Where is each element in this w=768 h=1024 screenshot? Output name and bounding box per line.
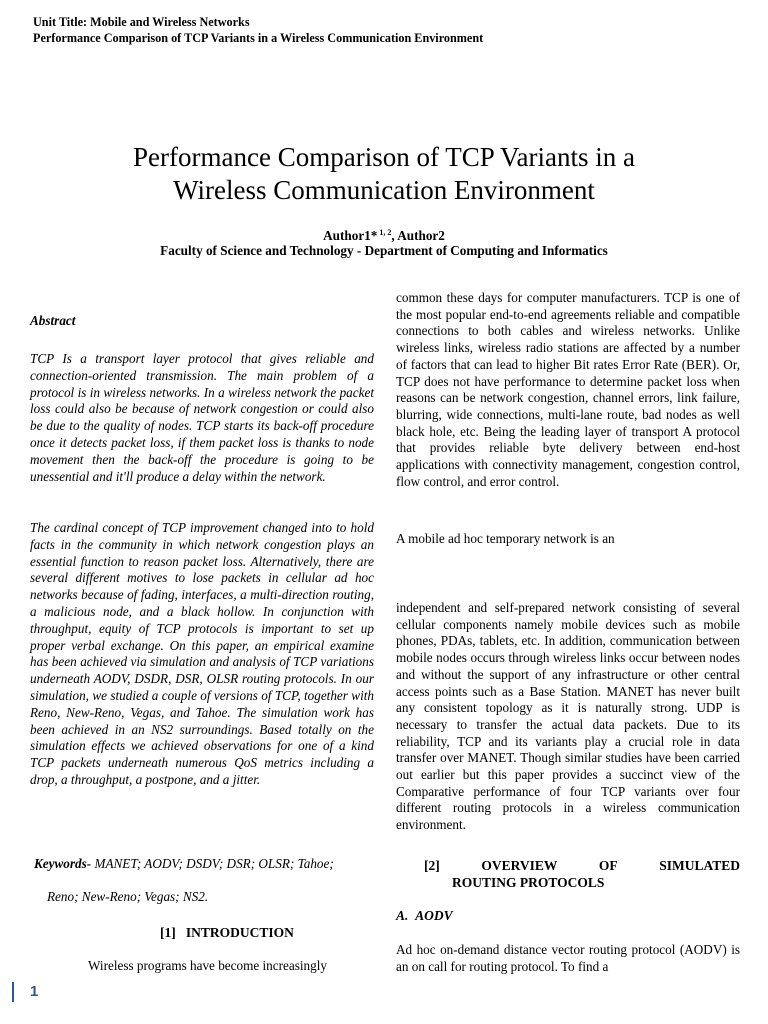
overview-word-1: OVERVIEW (481, 858, 558, 873)
introduction-paragraph-2: A mobile ad hoc temporary network is an (396, 531, 615, 546)
introduction-paragraph-3: independent and self-prepared network consisting of several cellular components namely mobile devices such as mobile phones, PDAs, tablets, etc. In addition, communication between mobile nodes occurs through wireless links occur between nodes and without the support of any infrastructure or other central access points such as a Base Station. MANET has never built any consistent topology as it is naturally strong. UDP is necessary to transfer the actual data packets. Due to its reliability, TCP and its variants play a crucial role in data transfer over MANET. Though similar studies have been carried out earlier but this paper provides a succinct view of the Comparative performance of four TCP variants over four different routing protocols in a wireless communication environment. (396, 600, 740, 833)
abstract-paragraph-2: The cardinal concept of TCP improvement changed into to hold facts in the community in which network congestion plays an essential function to reason packet loss. Alternatively, there are several different motives to lose packets in cellular ad hoc networks because of fading, interfaces, a multi-direction routing, a malicious node, and a black hollow. In conjunction with throughput, equity of TCP protocols is important to set up proper verbal exchange. On this paper, an empirical examine has been achieved via simulation and analysis of TCP variations underneath AODV, DSDR, DSR, OLSR routing protocols. In our simulation, we studied a couple of versions of TCP, together with Reno, New-Reno, Vegas, and Tahoe. The simulation work has been achieved in an NS2 surroundings. Based totally on the simulation effects we achieved observations for one of a kind TCP packets underneath numerous QoS metrics including a drop, a throughput, a postpone, and a jitter. (30, 520, 374, 787)
section-title: INTRODUCTION (185, 925, 294, 940)
overview-word-2: OF (598, 858, 618, 873)
keywords (34, 856, 374, 873)
page-number: 1 (30, 983, 39, 1000)
subsection-title: AODV (415, 908, 453, 923)
author-1: Author1* (323, 228, 378, 243)
subsection-aodv-heading (396, 907, 453, 924)
unit-title: Unit Title: Mobile and Wireless Networks (33, 15, 250, 29)
overview-heading-line-2: ROUTING PROTOCOLS (452, 875, 605, 890)
keywords-list-2: Reno; New-Reno; Vegas; NS2. (47, 889, 209, 904)
author-2: Author2 (397, 228, 445, 243)
abstract-paragraph-1: TCP Is a transport layer protocol that gives reliable and connection-oriented transmission. The main problem of a protocol is in wireless networks. In a wireless network the packet loss could also be because of network congestion or could also be due to the quality of nodes. TCP starts its back-off procedure once it detects packet loss, if them packet loss is thanks to node movement then the back-off the procedure is going to be unessential and it'll produce a delay within the network. (30, 351, 374, 484)
title-line-2: Wireless Communication Environment (173, 175, 595, 205)
author-separator: , (391, 228, 398, 243)
section-number: [2] (424, 858, 440, 873)
aodv-paragraph: Ad hoc on-demand distance vector routing protocol (AODV) is an on call for routing protocol. To find a (396, 942, 740, 974)
keywords-list-1: MANET; AODV; DSDV; DSR; OLSR; Tahoe; (91, 856, 334, 871)
introduction-text-start: Wireless programs have become increasingly (88, 958, 327, 973)
section-overview-heading (424, 857, 740, 891)
section-number: [1] (160, 925, 176, 940)
page-number-bar (12, 982, 14, 1002)
abstract-heading: Abstract (30, 313, 76, 328)
affiliation: Faculty of Science and Technology - Department of Computing and Informatics (160, 243, 608, 258)
subsection-letter: A. (396, 908, 409, 923)
overview-heading-line-1 (424, 857, 740, 874)
author-1-affil-marks: 1, 2 (377, 228, 392, 237)
title-line-1: Performance Comparison of TCP Variants in a (133, 142, 635, 172)
section-introduction-heading (160, 924, 294, 941)
keywords-label: Keywords- (34, 856, 92, 871)
paper-title (0, 141, 768, 207)
running-subtitle: Performance Comparison of TCP Variants in a Wireless Communication Environment (33, 31, 484, 45)
running-header (33, 14, 483, 46)
overview-word-3: SIMULATED (659, 858, 740, 873)
author-line (0, 225, 768, 244)
introduction-paragraph-1: common these days for computer manufacturers. TCP is one of the most popular end-to-end agreements reliable and compatible connections to both cables and wireless networks. Unlike wireless links, wireless radio stations are affected by a number of factors that can lead to higher Bit rates Error Rate (BER). Or, TCP does not have performance to determine packet loss when reasons can be network congestion, channel errors, link failure, blurring, wide connections, multi-lane route, bad nodes as well black hole, etc. Being the leading layer of transport A protocol that provides reliable byte delivery between end-host applications with connectivity management, congestion control, flow control, and error control. (396, 290, 740, 489)
